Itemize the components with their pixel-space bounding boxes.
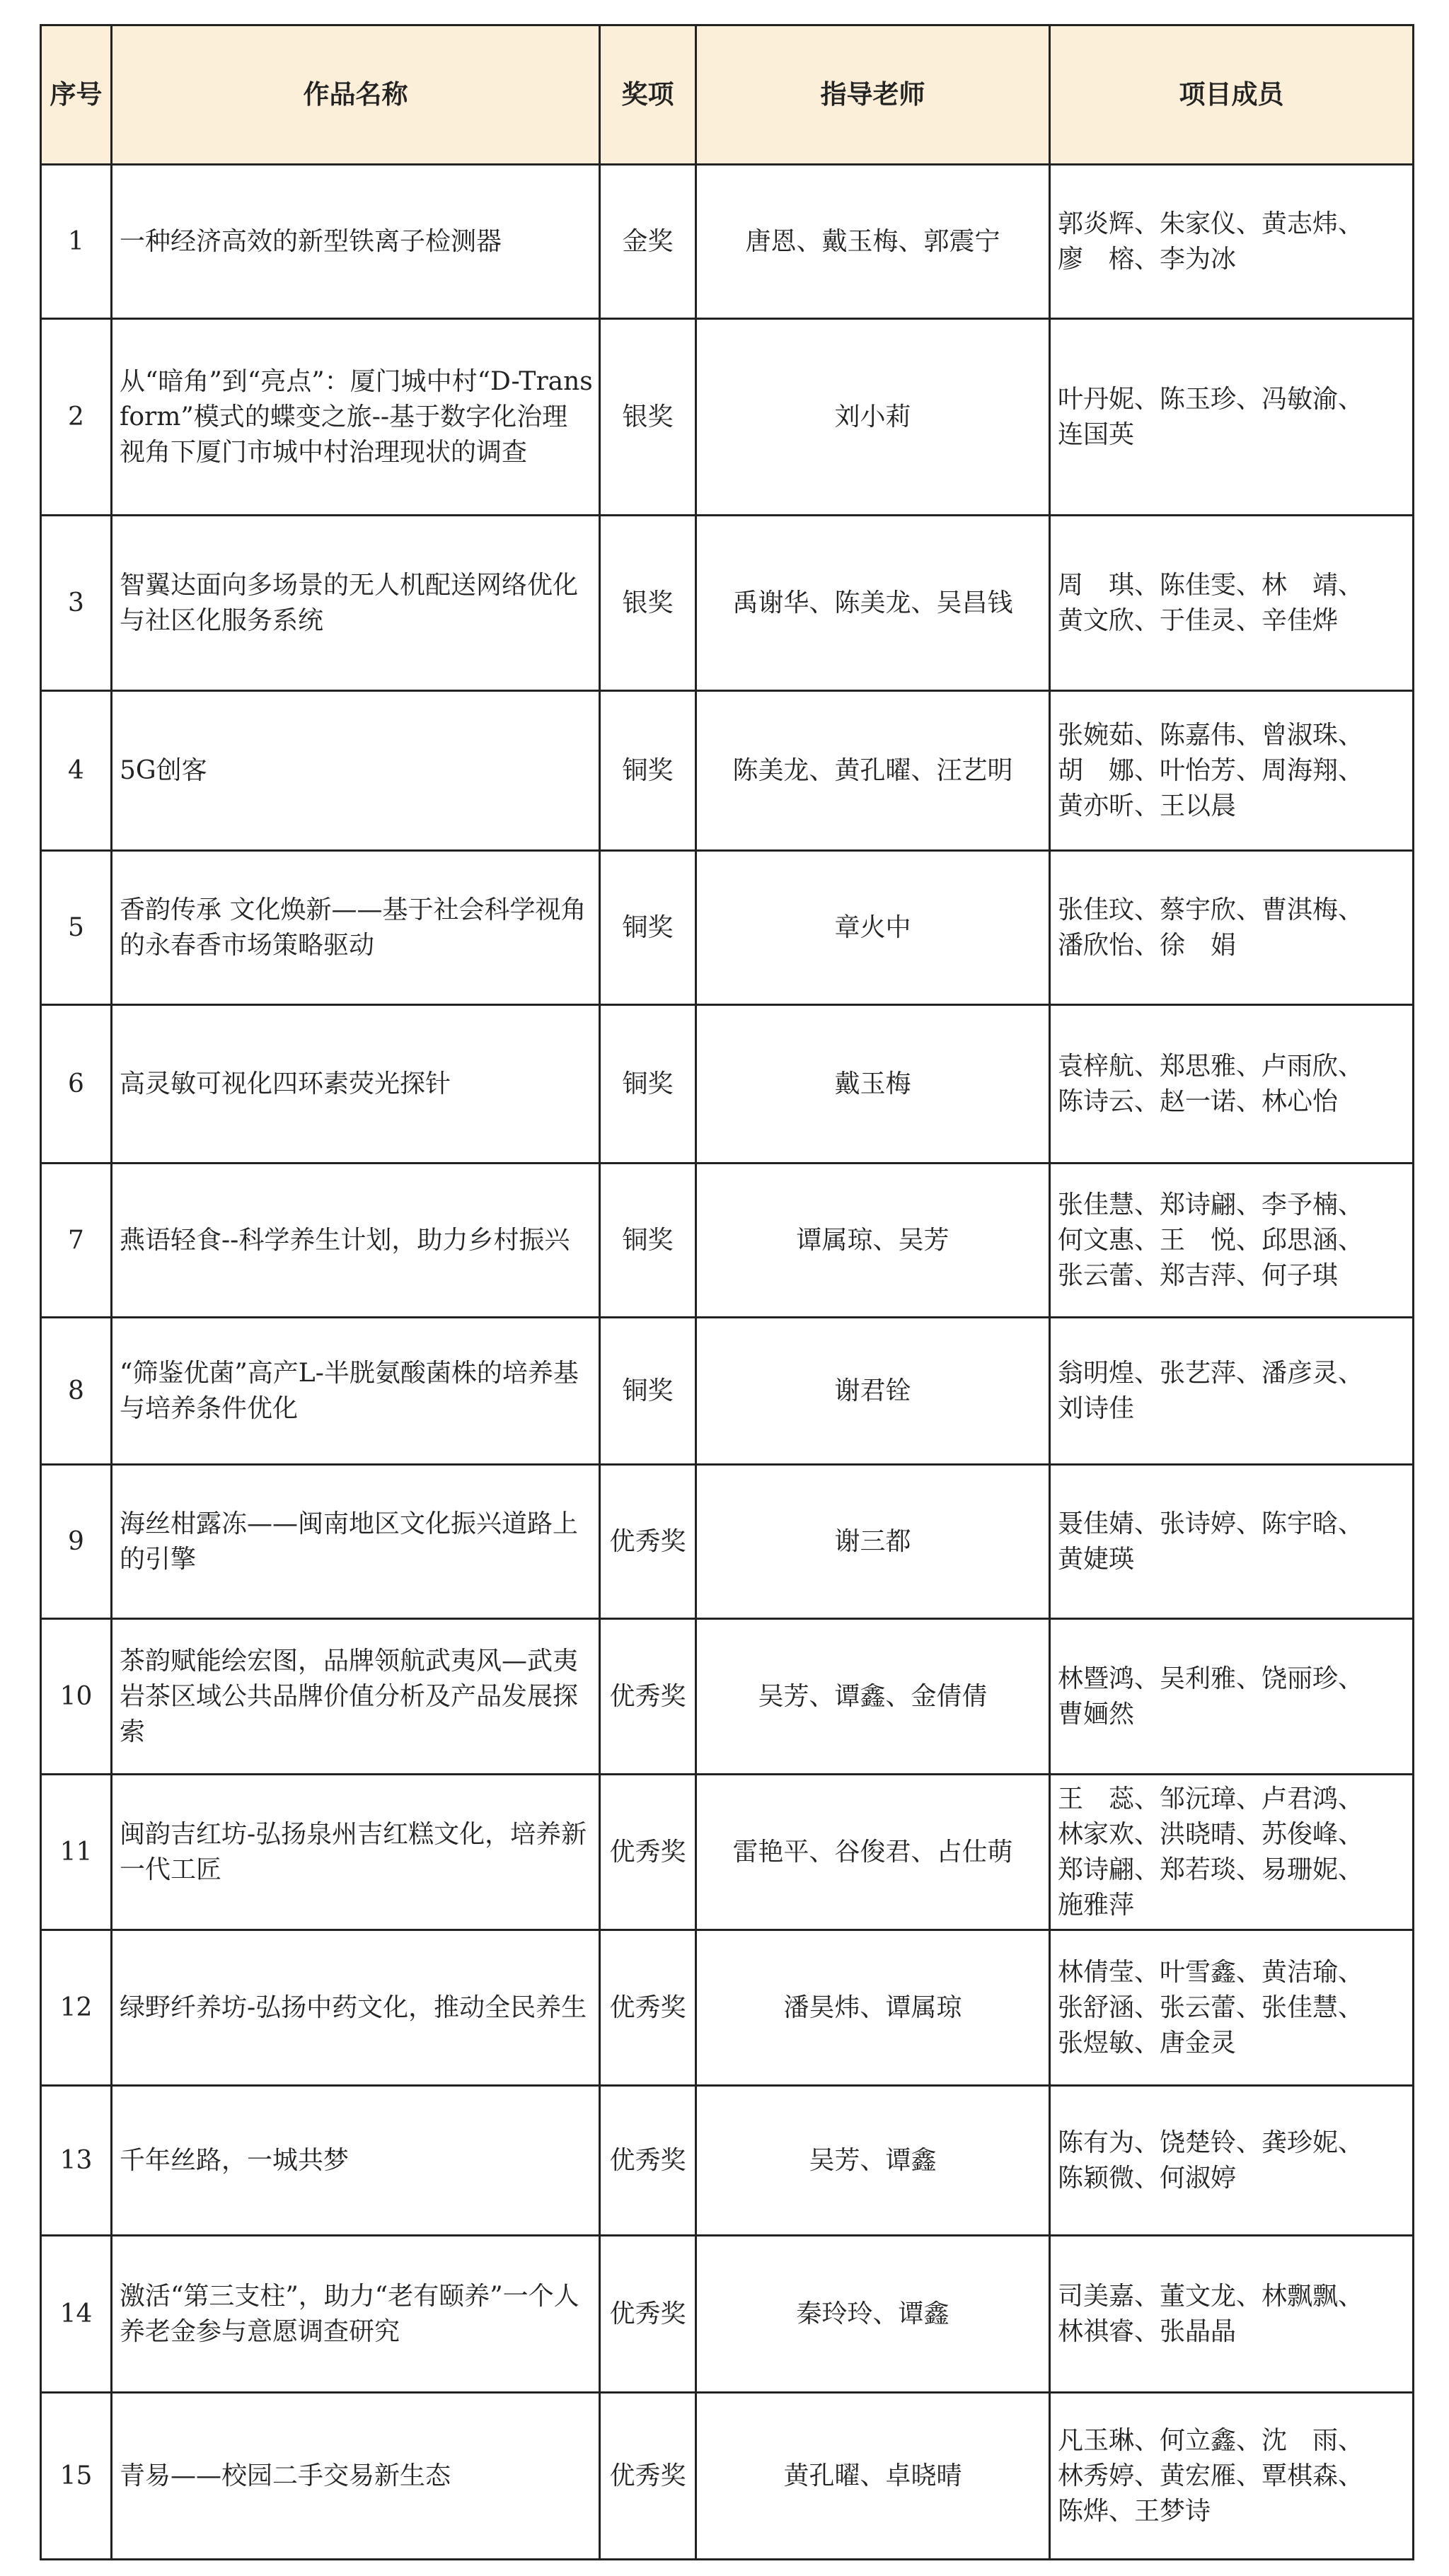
member-line: 林暨鸿、吴利雅、饶丽珍、 xyxy=(1058,1664,1364,1693)
cell-members xyxy=(1050,2393,1414,2560)
cell-advisors: 秦玲玲、谭鑫 xyxy=(696,2236,1050,2393)
header-title: 作品名称 xyxy=(112,25,600,165)
cell-advisors: 谢三都 xyxy=(696,1465,1050,1619)
table-row xyxy=(41,851,1414,1005)
member-line: 周 琪、陈佳雯、林 靖、 xyxy=(1058,570,1364,600)
cell-advisors: 吴芳、谭鑫 xyxy=(696,2086,1050,2236)
cell-index: 15 xyxy=(41,2393,112,2560)
cell-members xyxy=(1050,1005,1414,1164)
cell-award: 银奖 xyxy=(600,516,696,691)
cell-title: 绿野纤养坊-弘扬中药文化，推动全民养生 xyxy=(112,1930,600,2086)
cell-index: 12 xyxy=(41,1930,112,2086)
cell-members xyxy=(1050,1619,1414,1775)
member-line: 叶丹妮、陈玉珍、冯敏渝、 xyxy=(1058,384,1364,414)
cell-members xyxy=(1050,691,1414,851)
table-row xyxy=(41,2086,1414,2236)
member-line: 聂佳婧、张诗婷、陈宇晗、 xyxy=(1058,1509,1364,1538)
cell-award: 优秀奖 xyxy=(600,1619,696,1775)
header-row xyxy=(41,25,1414,165)
cell-index: 3 xyxy=(41,516,112,691)
cell-advisors: 刘小莉 xyxy=(696,319,1050,516)
cell-advisors: 谭属琼、吴芳 xyxy=(696,1164,1050,1318)
cell-award: 优秀奖 xyxy=(600,2393,696,2560)
cell-award: 优秀奖 xyxy=(600,2086,696,2236)
cell-award: 优秀奖 xyxy=(600,1775,696,1930)
cell-title: 燕语轻食--科学养生计划，助力乡村振兴 xyxy=(112,1164,600,1318)
member-line: 黄文欣、于佳灵、辛佳烨 xyxy=(1058,605,1339,635)
member-line: 曹婳然 xyxy=(1058,1699,1135,1729)
cell-advisors: 雷艳平、谷俊君、占仕萌 xyxy=(696,1775,1050,1930)
cell-index: 13 xyxy=(41,2086,112,2236)
member-line: 张云蕾、郑吉萍、何子琪 xyxy=(1058,1260,1339,1290)
table-row xyxy=(41,165,1414,319)
cell-index: 1 xyxy=(41,165,112,319)
member-line: 何文惠、王 悦、邱思涵、 xyxy=(1058,1225,1364,1255)
cell-award: 铜奖 xyxy=(600,1164,696,1318)
cell-title: 闽韵吉红坊-弘扬泉州吉红糕文化，培养新一代工匠 xyxy=(112,1775,600,1930)
member-line: 张煜敏、唐金灵 xyxy=(1058,2028,1237,2058)
table-row xyxy=(41,2236,1414,2393)
member-line: 凡玉琳、何立鑫、沈 雨、 xyxy=(1058,2425,1364,2455)
member-line: 黄婕瑛 xyxy=(1058,1544,1135,1574)
cell-advisors: 戴玉梅 xyxy=(696,1005,1050,1164)
member-line: 林倩莹、叶雪鑫、黄洁瑜、 xyxy=(1058,1957,1364,1987)
member-line: 张佳玟、蔡宇欣、曹淇梅、 xyxy=(1058,895,1364,924)
awards-table xyxy=(40,24,1414,2560)
member-line: 王 蕊、邹沅璋、卢君鸿、 xyxy=(1058,1784,1364,1814)
table-row xyxy=(41,2393,1414,2560)
member-line: 刘诗佳 xyxy=(1058,1393,1135,1423)
table-row xyxy=(41,1318,1414,1465)
member-line: 袁梓航、郑思雅、卢雨欣、 xyxy=(1058,1051,1364,1081)
member-line: 司美嘉、董文龙、林飘飘、 xyxy=(1058,2281,1364,2311)
cell-award: 银奖 xyxy=(600,319,696,516)
cell-members xyxy=(1050,1930,1414,2086)
cell-title: 海丝柑露冻——闽南地区文化振兴道路上的引擎 xyxy=(112,1465,600,1619)
header-award: 奖项 xyxy=(600,25,696,165)
table-row xyxy=(41,1775,1414,1930)
cell-advisors: 谢君铨 xyxy=(696,1318,1050,1465)
cell-award: 金奖 xyxy=(600,165,696,319)
member-line: 张婉茹、陈嘉伟、曾淑珠、 xyxy=(1058,720,1364,750)
cell-award: 优秀奖 xyxy=(600,2236,696,2393)
member-line: 施雅萍 xyxy=(1058,1890,1135,1920)
cell-award: 优秀奖 xyxy=(600,1930,696,2086)
member-line: 张佳慧、郑诗翩、李予楠、 xyxy=(1058,1190,1364,1219)
cell-title: 千年丝路，一城共梦 xyxy=(112,2086,600,2236)
header-members: 项目成员 xyxy=(1050,25,1414,165)
table-row xyxy=(41,1465,1414,1619)
cell-advisors: 潘昊炜、谭属琼 xyxy=(696,1930,1050,2086)
cell-members xyxy=(1050,516,1414,691)
cell-award: 铜奖 xyxy=(600,1005,696,1164)
cell-title: 香韵传承 文化焕新——基于社会科学视角的永春香市场策略驱动 xyxy=(112,851,600,1005)
cell-members xyxy=(1050,165,1414,319)
member-line: 陈烨、王梦诗 xyxy=(1058,2496,1211,2526)
table-row xyxy=(41,691,1414,851)
awards-table-container xyxy=(40,24,1414,2560)
table-row xyxy=(41,1619,1414,1775)
cell-index: 14 xyxy=(41,2236,112,2393)
cell-advisors: 吴芳、谭鑫、金倩倩 xyxy=(696,1619,1050,1775)
member-line: 陈诗云、赵一诺、林心怡 xyxy=(1058,1086,1339,1116)
cell-index: 8 xyxy=(41,1318,112,1465)
cell-title: 从“暗角”到“亮点”：厦门城中村“D-Transform”模式的蝶变之旅--基于数字化治理视角下厦门市城中村治理现状的调查 xyxy=(112,319,600,516)
member-line: 张舒涵、张云蕾、张佳慧、 xyxy=(1058,1992,1364,2022)
member-line: 连国英 xyxy=(1058,419,1135,449)
cell-title: “筛鉴优菌”高产L-半胱氨酸菌株的培养基与培养条件优化 xyxy=(112,1318,600,1465)
header-advisors: 指导老师 xyxy=(696,25,1050,165)
cell-title: 智翼达面向多场景的无人机配送网络优化与社区化服务系统 xyxy=(112,516,600,691)
cell-index: 2 xyxy=(41,319,112,516)
table-row xyxy=(41,1164,1414,1318)
cell-members xyxy=(1050,2086,1414,2236)
table-row xyxy=(41,1005,1414,1164)
cell-members xyxy=(1050,1318,1414,1465)
cell-members xyxy=(1050,1164,1414,1318)
cell-advisors: 禹谢华、陈美龙、吴昌钱 xyxy=(696,516,1050,691)
header-index: 序号 xyxy=(41,25,112,165)
member-line: 林秀婷、黄宏雁、覃棋森、 xyxy=(1058,2461,1364,2490)
cell-award: 优秀奖 xyxy=(600,1465,696,1619)
member-line: 林祺睿、张晶晶 xyxy=(1058,2316,1237,2346)
member-line: 黄亦昕、王以晨 xyxy=(1058,791,1237,820)
cell-advisors: 陈美龙、黄孔曜、汪艺明 xyxy=(696,691,1050,851)
cell-index: 9 xyxy=(41,1465,112,1619)
cell-members xyxy=(1050,1465,1414,1619)
cell-title: 青易——校园二手交易新生态 xyxy=(112,2393,600,2560)
cell-index: 4 xyxy=(41,691,112,851)
member-line: 潘欣怡、徐 娟 xyxy=(1058,930,1237,960)
table-body xyxy=(41,165,1414,2560)
cell-advisors: 唐恩、戴玉梅、郭震宁 xyxy=(696,165,1050,319)
cell-index: 10 xyxy=(41,1619,112,1775)
member-line: 陈颖微、何淑婷 xyxy=(1058,2163,1237,2193)
table-header xyxy=(41,25,1414,165)
table-row xyxy=(41,1930,1414,2086)
member-line: 林家欢、洪晓晴、苏俊峰、 xyxy=(1058,1819,1364,1849)
cell-title: 茶韵赋能绘宏图，品牌领航武夷风—武夷岩茶区域公共品牌价值分析及产品发展探索 xyxy=(112,1619,600,1775)
table-row xyxy=(41,516,1414,691)
cell-members xyxy=(1050,319,1414,516)
cell-members xyxy=(1050,1775,1414,1930)
cell-index: 6 xyxy=(41,1005,112,1164)
cell-advisors: 黄孔曜、卓晓晴 xyxy=(696,2393,1050,2560)
member-line: 郭炎辉、朱家仪、黄志炜、 xyxy=(1058,209,1364,238)
cell-advisors: 章火中 xyxy=(696,851,1050,1005)
cell-index: 7 xyxy=(41,1164,112,1318)
cell-award: 铜奖 xyxy=(600,691,696,851)
cell-title: 5G创客 xyxy=(112,691,600,851)
table-row xyxy=(41,319,1414,516)
cell-members xyxy=(1050,851,1414,1005)
cell-title: 激活“第三支柱”，助力“老有颐养”一个人养老金参与意愿调查研究 xyxy=(112,2236,600,2393)
cell-index: 11 xyxy=(41,1775,112,1930)
cell-title: 高灵敏可视化四环素荧光探针 xyxy=(112,1005,600,1164)
member-line: 胡 娜、叶怡芳、周海翔、 xyxy=(1058,755,1364,785)
member-line: 郑诗翩、郑若琰、易珊妮、 xyxy=(1058,1855,1364,1884)
member-line: 陈有为、饶楚铃、龚珍妮、 xyxy=(1058,2128,1364,2157)
cell-members xyxy=(1050,2236,1414,2393)
cell-index: 5 xyxy=(41,851,112,1005)
member-line: 翁明煌、张艺萍、潘彦灵、 xyxy=(1058,1358,1364,1388)
cell-title: 一种经济高效的新型铁离子检测器 xyxy=(112,165,600,319)
cell-award: 铜奖 xyxy=(600,851,696,1005)
cell-award: 铜奖 xyxy=(600,1318,696,1465)
member-line: 廖 榕、李为冰 xyxy=(1058,244,1237,274)
